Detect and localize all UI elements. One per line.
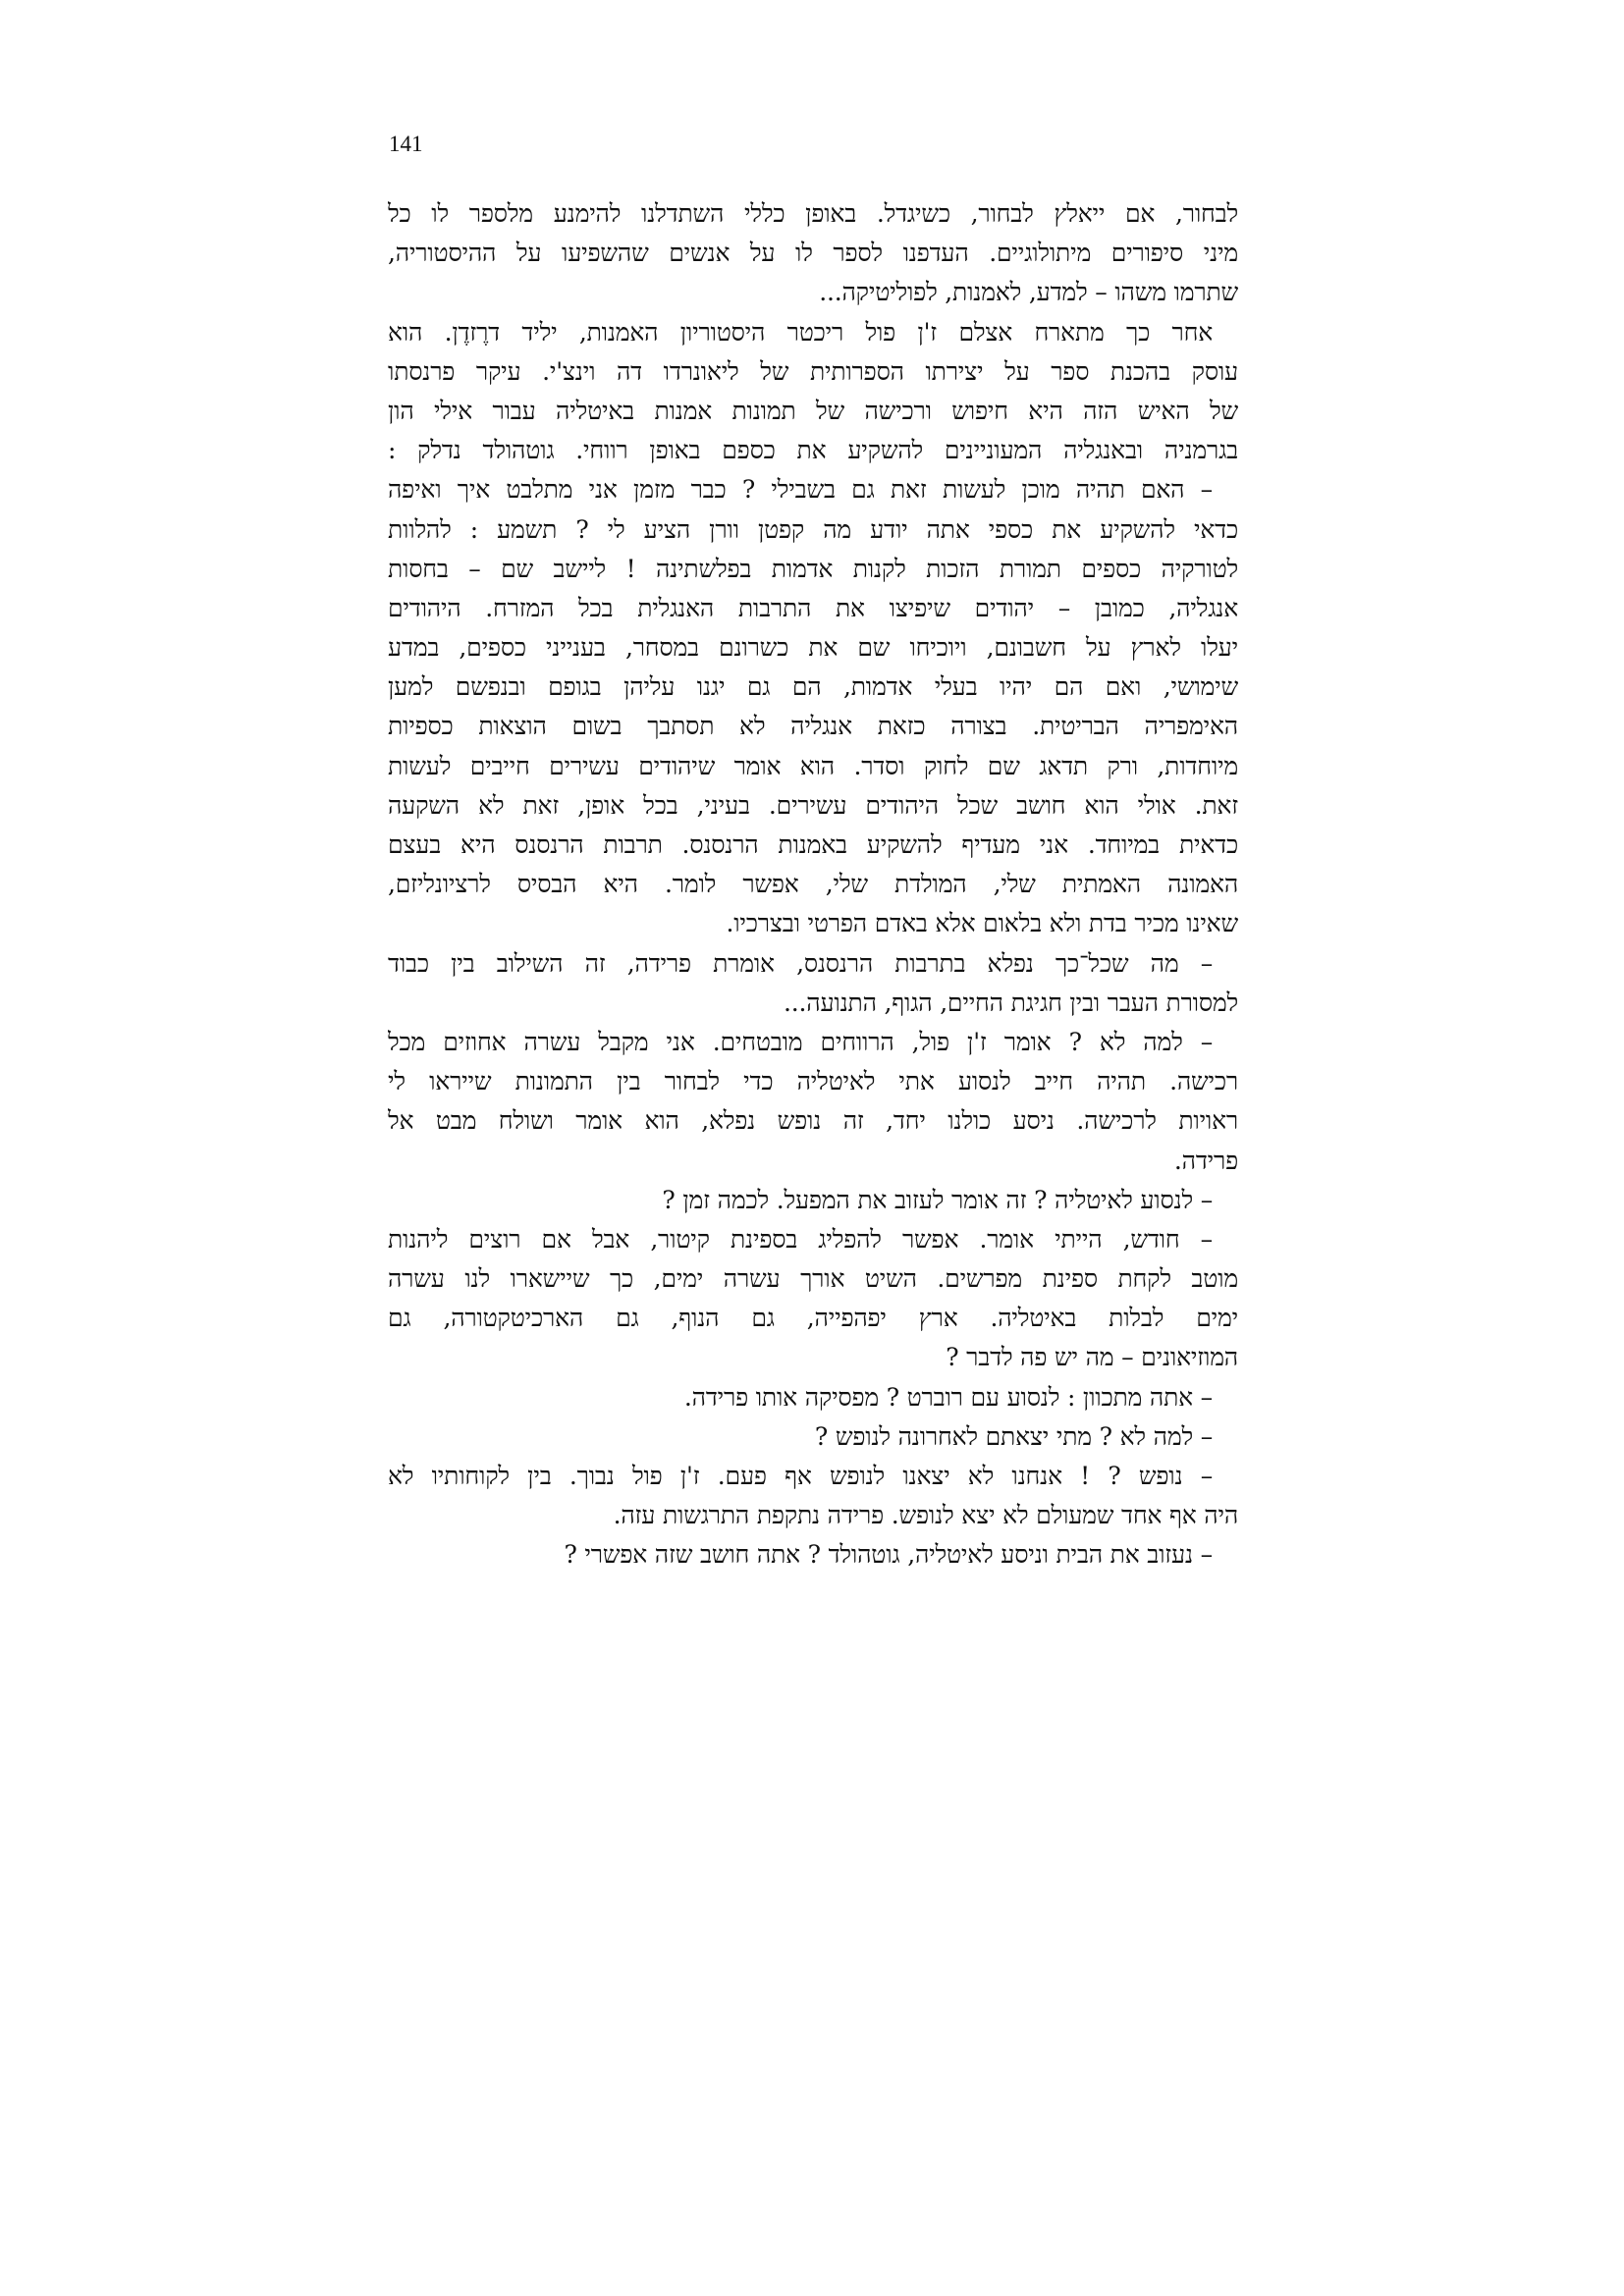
text-line: עוסק בהכנת ספר על יצירתו הספרותית של ליאונרדו דה וינצ'י. עיקר פרנסתו [388, 356, 1238, 386]
text-line: אנגליה, כמובן – יהודים שיפיצו את התרבות האנגלית בכל המזרח. היהודים [388, 593, 1238, 622]
text-line: ראויות לרכישה. ניסע כולנו יחד, זה נופש נפלא, הוא אומר ושולח מבט אל [388, 1106, 1238, 1136]
text-line: – למה לא ? אומר ז'ן פול, הרווחים מובטחים. אני מקבל עשרה אחוזים מכל [388, 1027, 1213, 1056]
text-line: האימפריה הבריטית. בצורה כזאת אנגליה לא תסתבך בשום הוצאות כספיות [388, 712, 1238, 741]
text-line: היה אף אחד שמעולם לא יצא לנופש. פרידה נתקפת התרגשות עזה. [613, 1501, 1238, 1530]
text-line: שאינו מכיר בדת ולא בלאום אלא באדם הפרטי ובצרכיו. [726, 909, 1238, 938]
text-line: – חודש, הייתי אומר. אפשר להפליג בספינת קיטור, אבל אם רוצים ליהנות [388, 1224, 1213, 1254]
text-line: – האם תהיה מוכן לעשות זאת גם בשבילי ? כבר מזמן אני מתלבט איך ואיפה [388, 475, 1213, 505]
text-line: יעלו לארץ על חשבונם, ויוכיחו שם את כשרונם במסחר, בענייני כספים, במדע [388, 633, 1238, 663]
text-line: שימושי, ואם הם יהיו בעלי אדמות, הם גם יגנו עליהן בגופם ובנפשם למען [388, 672, 1238, 702]
body-text [388, 194, 1238, 1575]
text-line: לטורקיה כספים תמורת הזכות לקנות אדמות בפלשתינה ! ליישב שם – בחסות [388, 554, 1238, 583]
text-line: של האיש הזה היא חיפוש ורכישה של תמונות אמנות באיטליה עבור אילי הון [388, 396, 1238, 425]
text-line: רכישה. תהיה חייב לנסוע אתי לאיטליה כדי לבחור בין התמונות שייראו לי [388, 1067, 1238, 1096]
text-line: – למה לא ? מתי יצאתם לאחרונה לנופש ? [814, 1421, 1213, 1451]
text-line: – לנסוע לאיטליה ? זה אומר לעזוב את המפעל. לכמה זמן ? [662, 1185, 1213, 1214]
text-line: אחר כך מתארח אצלם ז'ן פול ריכטר היסטוריון האמנות, יליד דרֶזדֶן. הוא [388, 317, 1213, 347]
text-line: מיוחדות, ורק תדאג שם לחוק וסדר. הוא אומר שיהודים עשירים חייבים לעשות [388, 751, 1238, 780]
text-line: – נעזוב את הבית וניסע לאיטליה, גוטהולד ? אתה חושב שזה אפשרי ? [564, 1540, 1213, 1570]
text-line: כדאית במיוחד. אני מעדיף להשקיע באמנות הרנסנס. תרבות הרנסנס היא בעצם [388, 830, 1238, 859]
text-line: – מה שכל־כך נפלא בתרבות הרנסנס, אומרת פרידה, זה השילוב בין כבוד [388, 948, 1213, 978]
text-line: מיני סיפורים מיתולוגיים. העדפנו לספר לו על אנשים שהשפיעו על ההיסטוריה, [388, 239, 1238, 268]
text-line: האמונה האמתית שלי, המולדת שלי, אפשר לומר. היא הבסיס לרציונליזם, [388, 870, 1238, 899]
text-line: שתרמו משהו – למדע, לאמנות, לפוליטיקה... [819, 278, 1238, 307]
text-line: ימים לבלות באיטליה. ארץ יפהפייה, גם הנוף, גם הארכיטקטורה, גם [388, 1304, 1238, 1333]
text-line: זאת. אולי הוא חושב שכל היהודים עשירים. בעיני, בכל אופן, זאת לא השקעה [388, 790, 1238, 820]
text-line: כדאי להשקיע את כספי אתה יודע מה קפטן וורן הציע לי ? תשמע : להלוות [388, 514, 1238, 544]
text-line: למסורת העבר ובין חגיגת החיים, הגוף, התנועה... [784, 988, 1238, 1017]
text-line: – נופש ? ! אנחנו לא יצאנו לנופש אף פעם. ז'ן פול נבוך. בין לקוחותיו לא [388, 1462, 1213, 1490]
text-line: בגרמניה ובאנגליה המעוניינים להשקיע את כספם באופן רווחי. גוטהולד נדלק : [388, 436, 1238, 465]
text-line: פרידה. [1173, 1146, 1238, 1175]
text-line: המוזיאונים – מה יש פה לדבר ? [946, 1343, 1238, 1372]
text-line: מוטב לקחת ספינת מפרשים. השיט אורך עשרה ימים, כך שיישארו לנו עשרה [388, 1264, 1238, 1294]
text-line: – אתה מתכוון : לנסוע עם רוברט ? מפסיקה אותו פרידה. [683, 1382, 1213, 1412]
text-line: לבחור, אם ייאלץ לבחור, כשיגדל. באופן כללי השתדלנו להימנע מלספר לו כל [388, 199, 1238, 228]
page-number: 141 [389, 132, 423, 156]
